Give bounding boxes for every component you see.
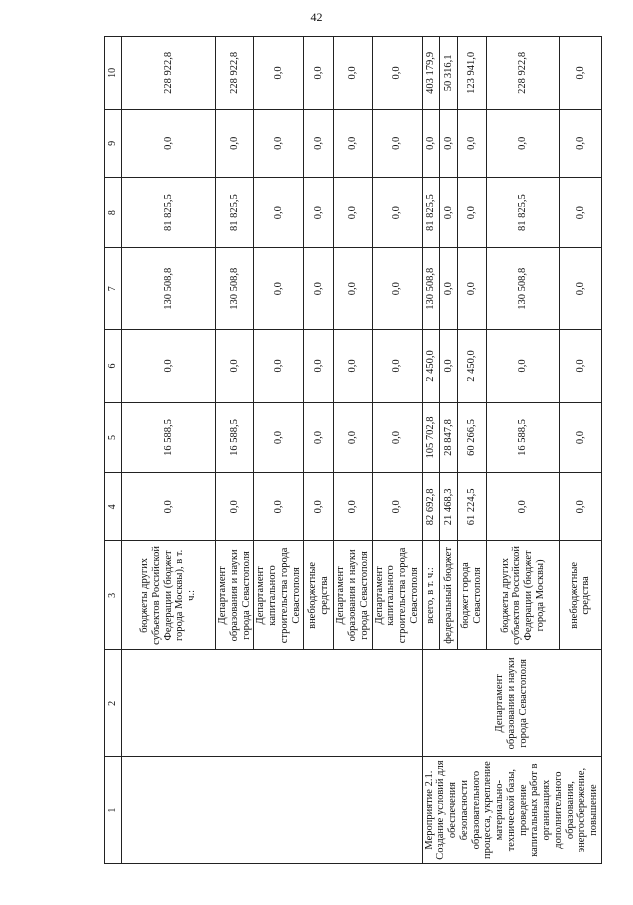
rotated-table-area [104,36,599,864]
value-cell: 0,0 [487,109,560,177]
value-cell: 0,0 [216,330,254,403]
value-cell: 228 922,8 [216,37,254,110]
column-number: 1 [105,757,122,864]
value-cell: 0,0 [304,37,334,110]
value-cell: 0,0 [560,330,602,403]
column-number: 10 [105,37,122,110]
value-cell: 61 224,5 [457,473,486,541]
funding-source: внебюджетные средства [304,541,334,650]
value-cell: 228 922,8 [122,37,216,110]
value-cell: 0,0 [304,109,334,177]
value-cell: 0,0 [372,248,422,330]
value-cell: 0,0 [216,109,254,177]
value-cell: 0,0 [560,248,602,330]
value-cell: 123 941,0 [457,37,486,110]
value-cell: 0,0 [254,248,304,330]
value-cell: 0,0 [304,473,334,541]
value-cell: 2 450,0 [457,330,486,403]
measure-executor: Департамент образования и науки города Севастополя [422,650,601,757]
value-cell: 0,0 [122,109,216,177]
column-number: 3 [105,541,122,650]
value-cell: 0,0 [334,330,372,403]
value-cell: 0,0 [254,402,304,472]
value-cell: 0,0 [487,473,560,541]
value-cell: 0,0 [440,248,458,330]
value-cell: 130 508,8 [216,248,254,330]
value-cell: 0,0 [560,177,602,247]
page-number: 42 [310,10,323,24]
value-cell: 0,0 [560,109,602,177]
landscape-page [104,36,599,864]
value-cell: 0,0 [122,473,216,541]
value-cell: 21 468,3 [440,473,458,541]
value-cell: 0,0 [254,37,304,110]
value-cell: 0,0 [457,177,486,247]
value-cell: 0,0 [440,330,458,403]
value-cell: 0,0 [560,473,602,541]
column-number-row [105,37,122,864]
budget-table [104,36,602,864]
value-cell: 0,0 [334,37,372,110]
value-cell: 16 588,5 [487,402,560,472]
value-cell: 0,0 [372,402,422,472]
funding-source: бюджеты других субъектов Российской Федерации (бюджет города Москвы) [487,541,560,650]
value-cell: 60 266,5 [457,402,486,472]
value-cell: 0,0 [334,177,372,247]
value-cell: 130 508,8 [487,248,560,330]
continued-measure-cell [122,757,423,864]
value-cell: 0,0 [304,248,334,330]
value-cell: 0,0 [122,330,216,403]
funding-source: всего, в т. ч.: [422,541,440,650]
value-cell: 0,0 [372,109,422,177]
value-cell: 0,0 [422,109,440,177]
value-cell: 82 692,8 [422,473,440,541]
value-cell: 0,0 [254,473,304,541]
funding-source: федеральный бюджет [440,541,458,650]
value-cell: 81 825,5 [122,177,216,247]
funding-source: бюджет города Севастополя [457,541,486,650]
value-cell: 130 508,8 [122,248,216,330]
column-number: 4 [105,473,122,541]
column-number: 8 [105,177,122,247]
value-cell: 403 179,9 [422,37,440,110]
value-cell: 0,0 [334,109,372,177]
table-row [422,37,440,864]
value-cell: 0,0 [254,330,304,403]
funding-source: Департамент образования и науки города Севастополя [216,541,254,650]
value-cell: 0,0 [304,177,334,247]
continued-executor-cell [122,650,423,757]
value-cell: 81 825,5 [487,177,560,247]
value-cell: 0,0 [254,109,304,177]
value-cell: 50 316,1 [440,37,458,110]
value-cell: 0,0 [334,473,372,541]
value-cell: 0,0 [334,402,372,472]
value-cell: 81 825,5 [216,177,254,247]
value-cell: 130 508,8 [422,248,440,330]
funding-source: Департамент образования и науки города Севастополя [334,541,372,650]
value-cell: 0,0 [254,177,304,247]
value-cell: 0,0 [372,473,422,541]
value-cell: 0,0 [487,330,560,403]
value-cell: 0,0 [372,330,422,403]
value-cell: 0,0 [457,248,486,330]
value-cell: 28 847,8 [440,402,458,472]
funding-source: Департамент капитального строительства города Севастополя [254,541,304,650]
value-cell: 0,0 [457,109,486,177]
value-cell: 0,0 [440,177,458,247]
funding-source: внебюджетные средства [560,541,602,650]
value-cell: 0,0 [560,402,602,472]
value-cell: 0,0 [372,37,422,110]
value-cell: 0,0 [304,330,334,403]
value-cell: 105 702,8 [422,402,440,472]
measure-name: Мероприятие 2.1. Создание условий для обеспечения безопасности образовательного процесса, укрепление материально-технической базы, проведение капитальных работ в организациях дополнительного образования, энергосбережение, повышение [422,757,601,864]
value-cell: 0,0 [334,248,372,330]
value-cell: 0,0 [304,402,334,472]
value-cell: 0,0 [560,37,602,110]
value-cell: 2 450,0 [422,330,440,403]
value-cell: 0,0 [216,473,254,541]
value-cell: 16 588,5 [216,402,254,472]
funding-source: бюджеты других субъектов Российской Федерации (бюджет города Москвы), в т. ч.: [122,541,216,650]
column-number: 2 [105,650,122,757]
column-number: 6 [105,330,122,403]
table-row [122,37,216,864]
value-cell: 0,0 [372,177,422,247]
value-cell: 0,0 [440,109,458,177]
value-cell: 16 588,5 [122,402,216,472]
column-number: 9 [105,109,122,177]
value-cell: 228 922,8 [487,37,560,110]
column-number: 7 [105,248,122,330]
value-cell: 81 825,5 [422,177,440,247]
column-number: 5 [105,402,122,472]
funding-source: Департамент капитального строительства города Севастополя [372,541,422,650]
